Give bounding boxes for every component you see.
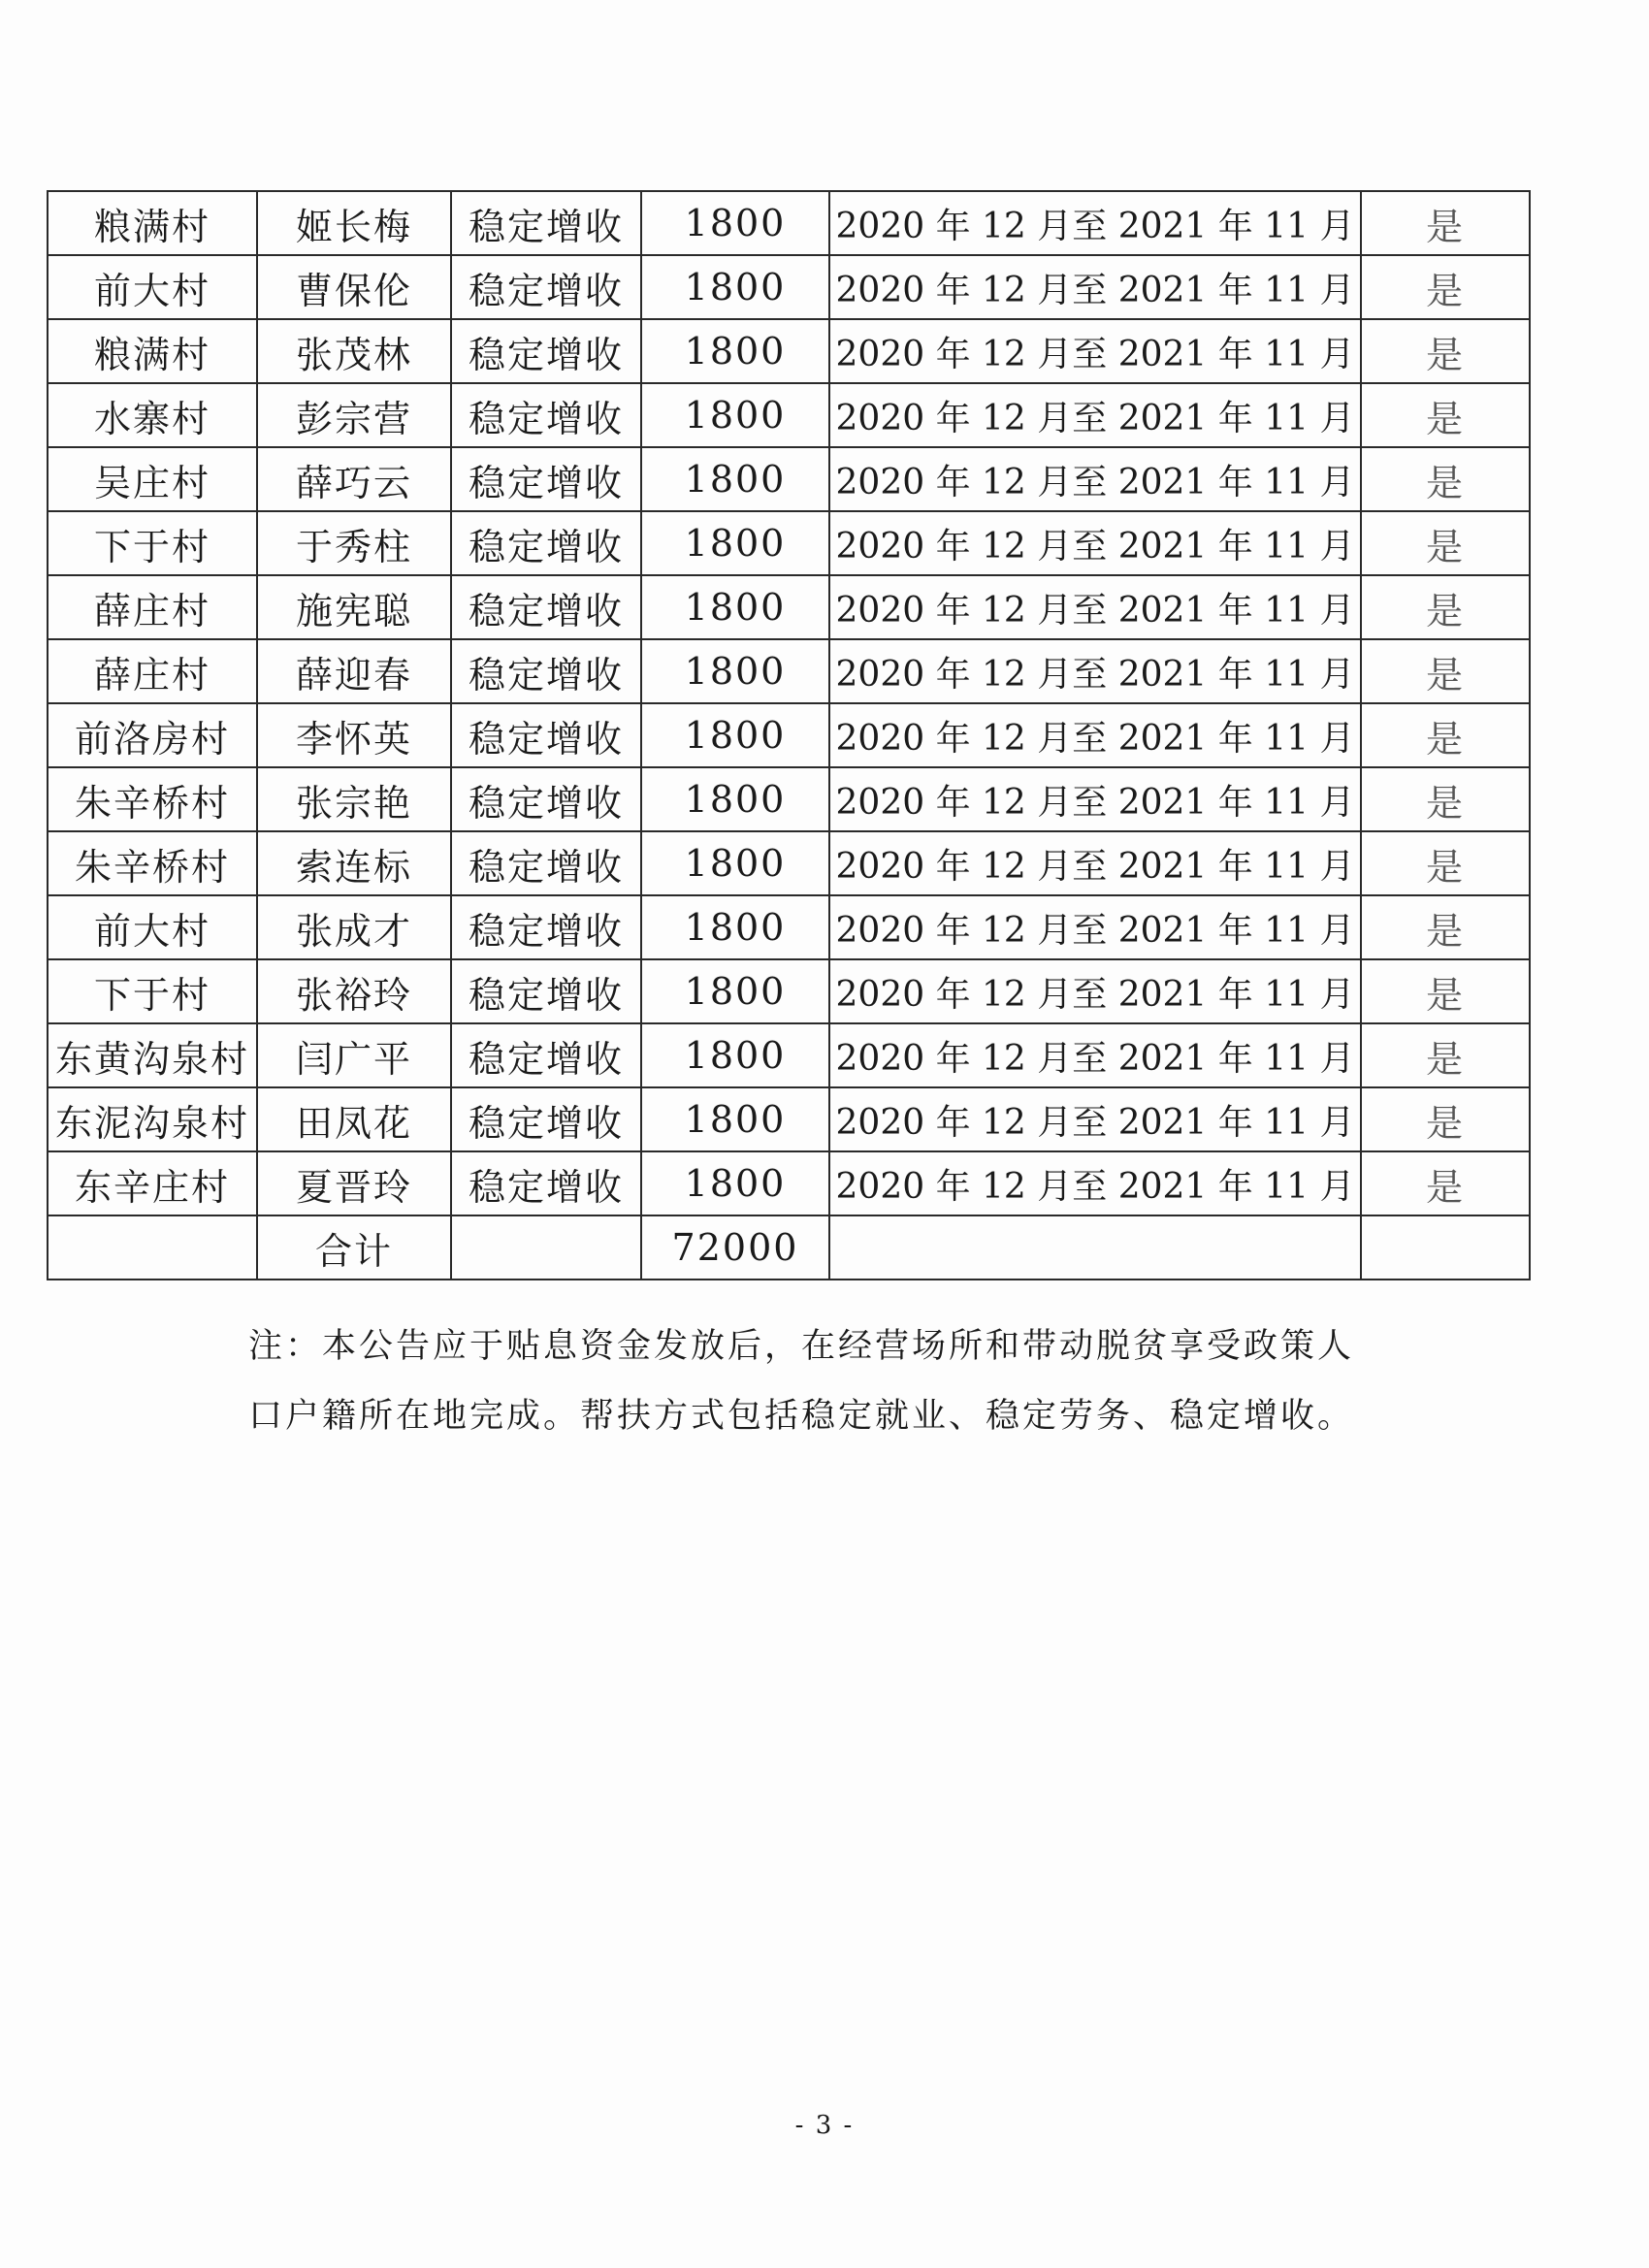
table-row <box>48 1023 1530 1087</box>
cell-period: 2020 年 12 月至 2021 年 11 月 <box>829 767 1361 831</box>
cell-village: 水寨村 <box>48 383 257 447</box>
cell-name: 张宗艳 <box>257 767 451 831</box>
cell-amount: 1800 <box>641 319 829 383</box>
cell-village: 东黄沟泉村 <box>48 1023 257 1087</box>
cell-amount: 1800 <box>641 1023 829 1087</box>
cell-amount: 1800 <box>641 575 829 639</box>
cell-method: 稳定增收 <box>451 1023 641 1087</box>
beneficiary-table-body <box>48 191 1530 1280</box>
cell-village: 东泥沟泉村 <box>48 1087 257 1151</box>
cell-flag: 是 <box>1361 255 1530 319</box>
cell-period: 2020 年 12 月至 2021 年 11 月 <box>829 255 1361 319</box>
cell-method: 稳定增收 <box>451 703 641 767</box>
table-row <box>48 831 1530 895</box>
cell-amount: 1800 <box>641 1087 829 1151</box>
cell-period: 2020 年 12 月至 2021 年 11 月 <box>829 959 1361 1023</box>
table-row <box>48 255 1530 319</box>
cell-village: 前大村 <box>48 255 257 319</box>
cell-village: 下于村 <box>48 959 257 1023</box>
table-row <box>48 895 1530 959</box>
page-number: - 3 - <box>794 2111 855 2140</box>
cell-period: 2020 年 12 月至 2021 年 11 月 <box>829 639 1361 703</box>
cell-period: 2020 年 12 月至 2021 年 11 月 <box>829 191 1361 255</box>
total-empty-cell <box>48 1215 257 1280</box>
footnote-line-1: 注：本公告应于贴息资金发放后，在经营场所和带动脱贫享受政策人 <box>248 1327 1355 1366</box>
cell-amount: 1800 <box>641 831 829 895</box>
cell-method: 稳定增收 <box>451 511 641 575</box>
cell-period: 2020 年 12 月至 2021 年 11 月 <box>829 575 1361 639</box>
cell-name: 薛巧云 <box>257 447 451 511</box>
cell-method: 稳定增收 <box>451 767 641 831</box>
cell-amount: 1800 <box>641 959 829 1023</box>
cell-flag: 是 <box>1361 511 1530 575</box>
cell-amount: 1800 <box>641 255 829 319</box>
cell-period: 2020 年 12 月至 2021 年 11 月 <box>829 1023 1361 1087</box>
cell-village: 前大村 <box>48 895 257 959</box>
cell-method: 稳定增收 <box>451 639 641 703</box>
table-row <box>48 639 1530 703</box>
cell-period: 2020 年 12 月至 2021 年 11 月 <box>829 703 1361 767</box>
cell-village: 朱辛桥村 <box>48 767 257 831</box>
cell-amount: 1800 <box>641 191 829 255</box>
cell-village: 薛庄村 <box>48 639 257 703</box>
cell-method: 稳定增收 <box>451 191 641 255</box>
total-amount: 72000 <box>641 1215 829 1280</box>
cell-method: 稳定增收 <box>451 1151 641 1215</box>
cell-village: 粮满村 <box>48 191 257 255</box>
cell-period: 2020 年 12 月至 2021 年 11 月 <box>829 1087 1361 1151</box>
cell-village: 粮满村 <box>48 319 257 383</box>
cell-amount: 1800 <box>641 511 829 575</box>
total-row <box>48 1215 1530 1280</box>
cell-method: 稳定增收 <box>451 1087 641 1151</box>
table-row <box>48 191 1530 255</box>
cell-method: 稳定增收 <box>451 575 641 639</box>
cell-name: 田凤花 <box>257 1087 451 1151</box>
cell-flag: 是 <box>1361 1151 1530 1215</box>
cell-name: 张茂林 <box>257 319 451 383</box>
cell-method: 稳定增收 <box>451 831 641 895</box>
cell-flag: 是 <box>1361 383 1530 447</box>
cell-amount: 1800 <box>641 703 829 767</box>
total-label: 合计 <box>257 1215 451 1280</box>
cell-village: 吴庄村 <box>48 447 257 511</box>
cell-amount: 1800 <box>641 383 829 447</box>
cell-flag: 是 <box>1361 767 1530 831</box>
cell-name: 曹保伦 <box>257 255 451 319</box>
cell-method: 稳定增收 <box>451 895 641 959</box>
table-row <box>48 703 1530 767</box>
cell-amount: 1800 <box>641 1151 829 1215</box>
table-row <box>48 575 1530 639</box>
cell-village: 朱辛桥村 <box>48 831 257 895</box>
cell-period: 2020 年 12 月至 2021 年 11 月 <box>829 895 1361 959</box>
footnote <box>248 1312 1393 1451</box>
cell-period: 2020 年 12 月至 2021 年 11 月 <box>829 511 1361 575</box>
cell-flag: 是 <box>1361 1023 1530 1087</box>
total-empty-cell <box>1361 1215 1530 1280</box>
cell-method: 稳定增收 <box>451 319 641 383</box>
cell-village: 东辛庄村 <box>48 1151 257 1215</box>
total-empty-cell <box>451 1215 641 1280</box>
cell-flag: 是 <box>1361 319 1530 383</box>
cell-name: 索连标 <box>257 831 451 895</box>
cell-village: 薛庄村 <box>48 575 257 639</box>
cell-name: 李怀英 <box>257 703 451 767</box>
cell-period: 2020 年 12 月至 2021 年 11 月 <box>829 831 1361 895</box>
table-row <box>48 1151 1530 1215</box>
cell-name: 夏晋玲 <box>257 1151 451 1215</box>
cell-name: 张成才 <box>257 895 451 959</box>
footnote-line-2: 口户籍所在地完成。帮扶方式包括稳定就业、稳定劳务、稳定增收。 <box>248 1397 1355 1436</box>
table-row <box>48 447 1530 511</box>
cell-method: 稳定增收 <box>451 255 641 319</box>
table-row <box>48 511 1530 575</box>
cell-name: 张裕玲 <box>257 959 451 1023</box>
cell-method: 稳定增收 <box>451 959 641 1023</box>
cell-period: 2020 年 12 月至 2021 年 11 月 <box>829 383 1361 447</box>
cell-flag: 是 <box>1361 831 1530 895</box>
table-row <box>48 1087 1530 1151</box>
table-row <box>48 383 1530 447</box>
cell-name: 于秀柱 <box>257 511 451 575</box>
cell-flag: 是 <box>1361 639 1530 703</box>
cell-method: 稳定增收 <box>451 383 641 447</box>
table-row <box>48 959 1530 1023</box>
cell-flag: 是 <box>1361 575 1530 639</box>
cell-village: 下于村 <box>48 511 257 575</box>
cell-amount: 1800 <box>641 767 829 831</box>
cell-flag: 是 <box>1361 959 1530 1023</box>
beneficiary-table <box>47 190 1531 1280</box>
cell-name: 薛迎春 <box>257 639 451 703</box>
cell-flag: 是 <box>1361 1087 1530 1151</box>
cell-flag: 是 <box>1361 703 1530 767</box>
cell-amount: 1800 <box>641 447 829 511</box>
cell-name: 彭宗营 <box>257 383 451 447</box>
cell-amount: 1800 <box>641 895 829 959</box>
cell-period: 2020 年 12 月至 2021 年 11 月 <box>829 319 1361 383</box>
cell-period: 2020 年 12 月至 2021 年 11 月 <box>829 447 1361 511</box>
cell-name: 姬长梅 <box>257 191 451 255</box>
cell-flag: 是 <box>1361 447 1530 511</box>
cell-period: 2020 年 12 月至 2021 年 11 月 <box>829 1151 1361 1215</box>
total-empty-cell <box>829 1215 1361 1280</box>
cell-flag: 是 <box>1361 895 1530 959</box>
cell-village: 前洛房村 <box>48 703 257 767</box>
cell-amount: 1800 <box>641 639 829 703</box>
table-row <box>48 319 1530 383</box>
cell-method: 稳定增收 <box>451 447 641 511</box>
table-row <box>48 767 1530 831</box>
cell-name: 施宪聪 <box>257 575 451 639</box>
cell-name: 闫广平 <box>257 1023 451 1087</box>
cell-flag: 是 <box>1361 191 1530 255</box>
